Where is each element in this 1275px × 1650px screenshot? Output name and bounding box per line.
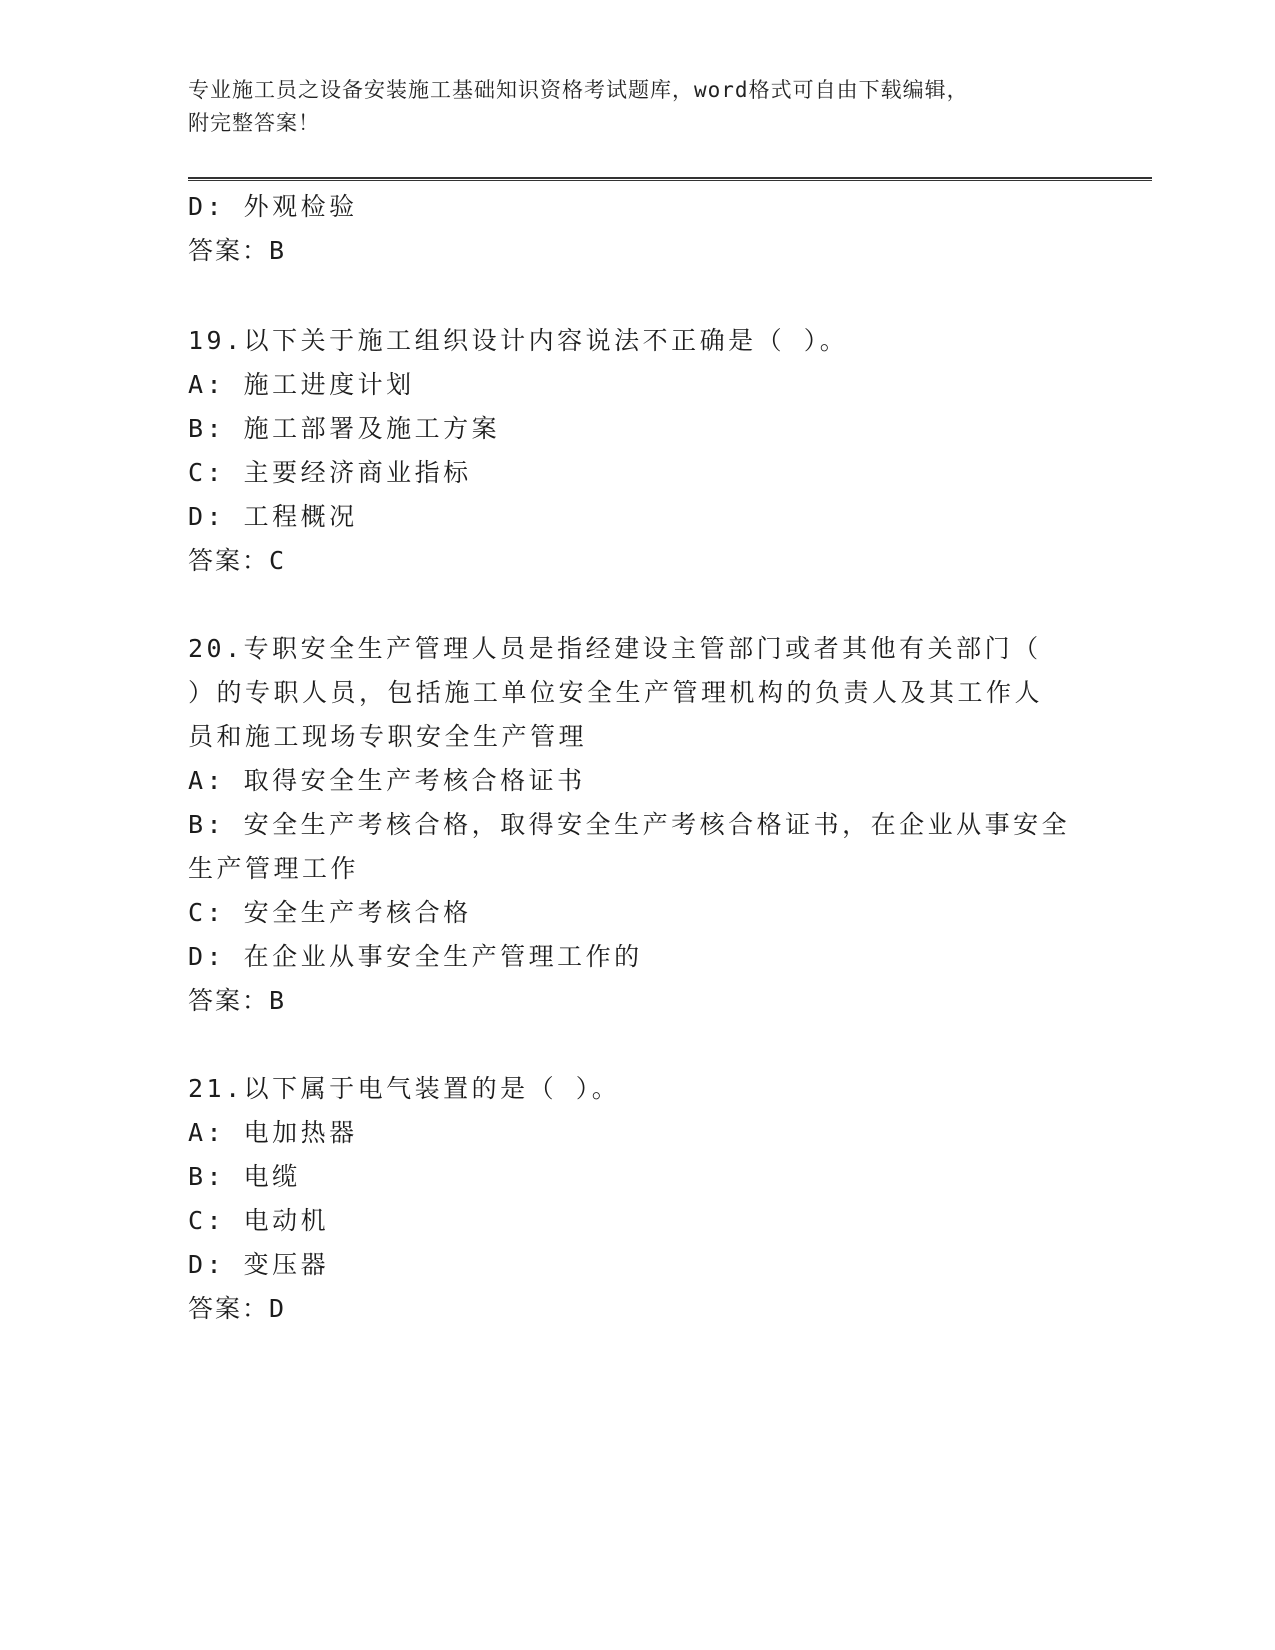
header-title-line-2: 附完整答案！ [188, 111, 320, 135]
q19-option-c: C: 主要经济商业指标 [188, 458, 472, 487]
q20-option-b-line-1: B: 安全生产考核合格，取得安全生产考核合格证书，在企业从事安全 [188, 810, 1071, 839]
q21-option-d: D: 变压器 [188, 1250, 330, 1279]
q19-option-d: D: 工程概况 [188, 502, 358, 531]
header-divider [188, 177, 1152, 181]
header-title-line-1: 专业施工员之设备安装施工基础知识资格考试题库，word格式可自由下载编辑， [188, 78, 969, 102]
q21-option-b: B: 电缆 [188, 1162, 301, 1191]
q21-stem: 21.以下属于电气装置的是（ ）。 [188, 1074, 621, 1103]
prev-answer: 答案：B [188, 236, 287, 265]
q21-answer: 答案：D [188, 1294, 287, 1323]
q21-option-c: C: 电动机 [188, 1206, 330, 1235]
q19-stem: 19.以下关于施工组织设计内容说法不正确是（ ）。 [188, 326, 849, 355]
q20-option-d: D: 在企业从事安全生产管理工作的 [188, 942, 643, 971]
q20-stem-line-3: 员和施工现场专职安全生产管理 [188, 722, 588, 751]
q20-answer: 答案：B [188, 986, 287, 1015]
q20-option-c: C: 安全生产考核合格 [188, 898, 472, 927]
q20-option-b-line-2: 生产管理工作 [188, 854, 360, 883]
q20-stem-line-1: 20.专职安全生产管理人员是指经建设主管部门或者其他有关部门（ [188, 634, 1042, 663]
q19-option-b: B: 施工部署及施工方案 [188, 414, 501, 443]
q19-answer: 答案：C [188, 546, 287, 575]
q20-option-a: A: 取得安全生产考核合格证书 [188, 766, 586, 795]
q19-option-a: A: 施工进度计划 [188, 370, 415, 399]
document-header [188, 74, 1088, 140]
q20-stem-line-2: ）的专职人员，包括施工单位安全生产管理机构的负责人及其工作人 [188, 678, 1044, 707]
prev-option-d: D: 外观检验 [188, 192, 358, 221]
q21-option-a: A: 电加热器 [188, 1118, 358, 1147]
